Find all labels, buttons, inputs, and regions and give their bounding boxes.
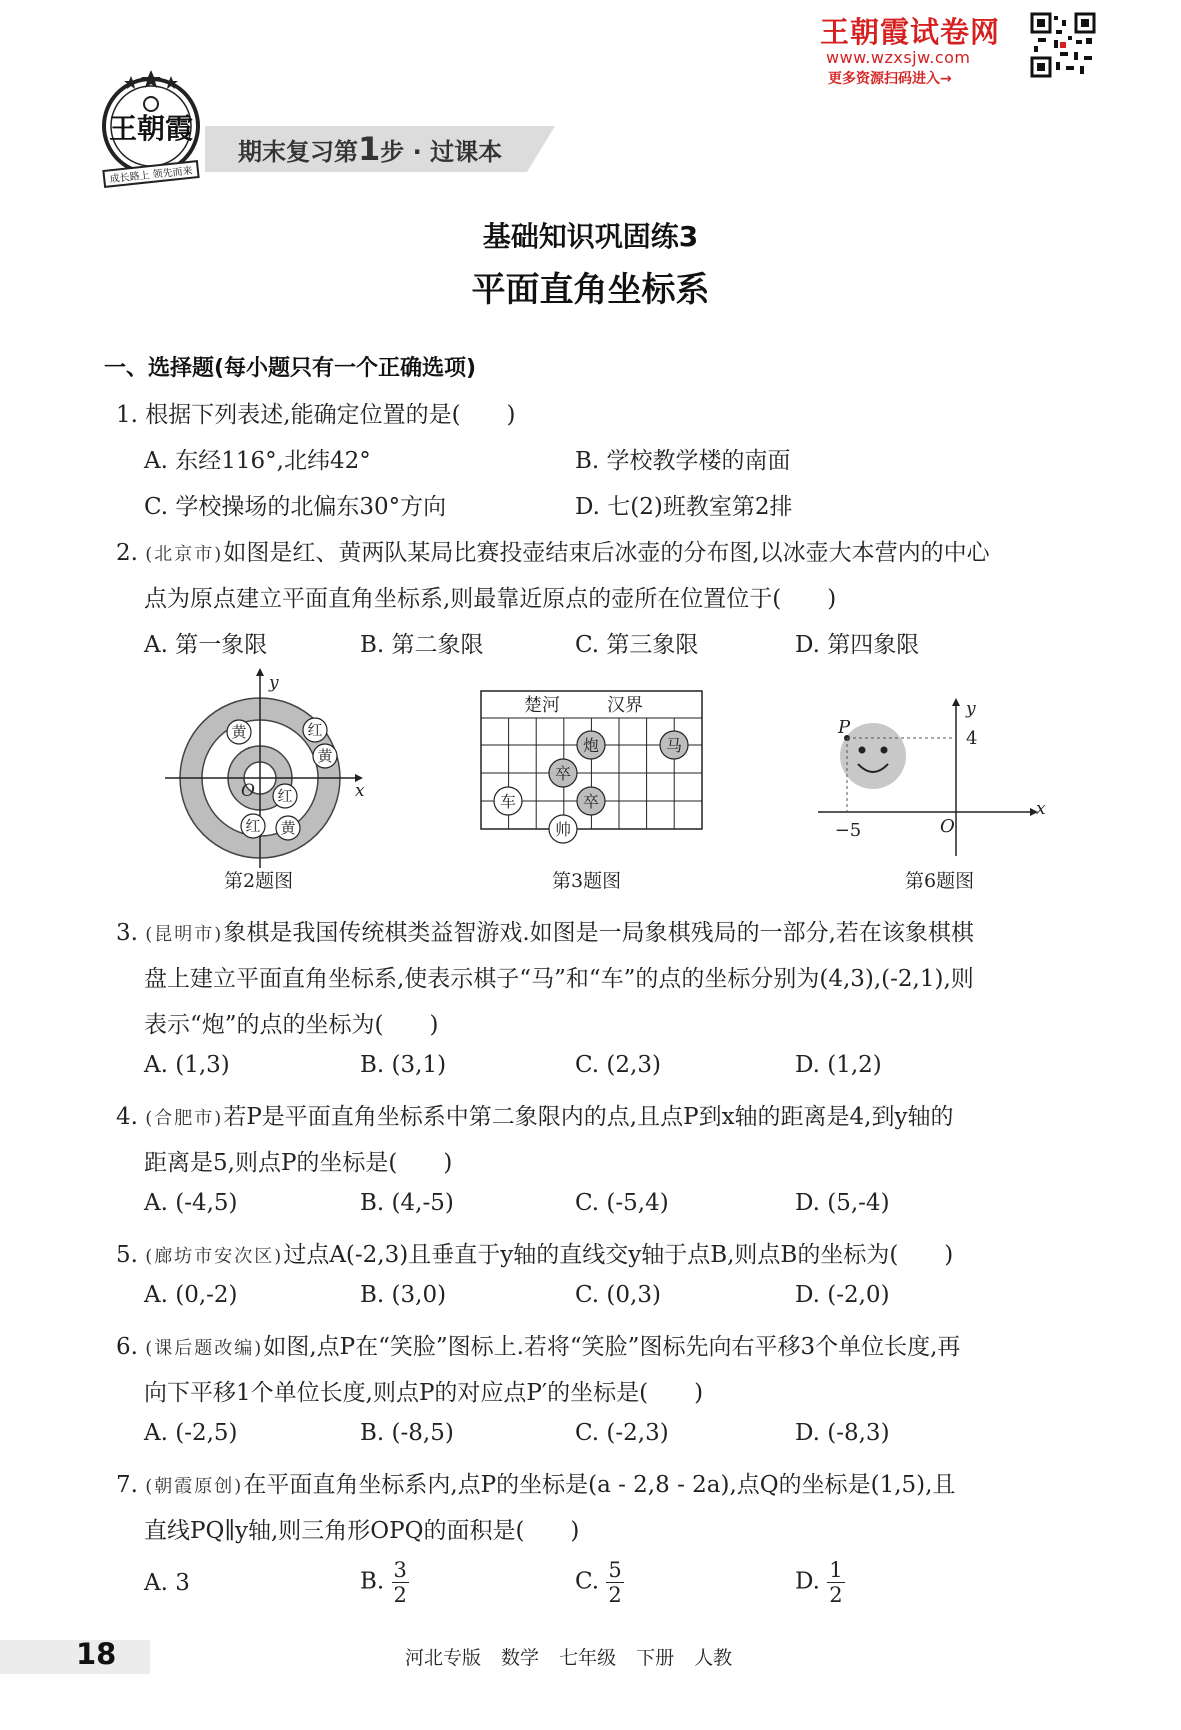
question-7: 7. (朝霞原创)在平面直角坐标系内,点P的坐标是(a - 2,8 - 2a),点Q的坐标是(1,5),且 [116, 1472, 956, 1498]
footer-bar [0, 1640, 150, 1674]
q3-option-c[interactable]: C. (2,3) [575, 1052, 661, 1078]
brand-url[interactable]: www.wzxsjw.com [826, 48, 971, 67]
q7-option-d[interactable]: D. $\frac{1}{2}$ [795, 1558, 843, 1607]
logo-motto: 成长路上 领先而来 [109, 165, 194, 186]
banner-text: 期末复习第1步 · 过课本 [238, 130, 503, 168]
q7-option-a[interactable]: A. 3 [144, 1570, 190, 1596]
question-3: 3. (昆明市)象棋是我国传统棋类益智游戏.如图是一局象棋残局的一部分,若在该象棋棋 [116, 920, 974, 946]
svg-text:黄: 黄 [231, 723, 247, 741]
svg-text:x: x [1036, 799, 1046, 819]
question-3-line-2: 盘上建立平面直角坐标系,使表示棋子“马”和“车”的点的坐标分别为(4,3),(-2,1),则 [144, 966, 974, 992]
qr-code-icon[interactable] [1030, 12, 1096, 78]
svg-text:车: 车 [499, 792, 517, 811]
figure-2-curling [165, 668, 375, 868]
page-title: 平面直角坐标系 [471, 270, 710, 310]
svg-text:y: y [269, 673, 279, 693]
svg-text:炮: 炮 [582, 736, 600, 755]
q4-option-d[interactable]: D. (5,-4) [795, 1190, 890, 1216]
question-4-line-2: 距离是5,则点P的坐标是( ) [144, 1150, 453, 1176]
svg-text:O: O [241, 781, 255, 801]
page-number: 18 [76, 1637, 117, 1671]
svg-text:红: 红 [245, 817, 261, 835]
svg-text:黄: 黄 [280, 819, 296, 837]
wangzhaoxia-logo [98, 68, 204, 190]
q6-option-b[interactable]: B. (-8,5) [360, 1420, 454, 1446]
svg-text:卒: 卒 [554, 764, 572, 783]
question-7-line-2: 直线PQ∥y轴,则三角形OPQ的面积是( ) [144, 1518, 580, 1544]
question-5: 5. (廊坊市安次区)过点A(-2,3)且垂直于y轴的直线交y轴于点B,则点B的坐标为( ) [116, 1242, 954, 1268]
svg-text:卒: 卒 [582, 792, 600, 811]
figure-6-smiley [818, 696, 1048, 866]
q3-option-b[interactable]: B. (3,1) [360, 1052, 447, 1078]
q1-option-d[interactable]: D. 七(2)班教室第2排 [575, 494, 793, 520]
svg-text:帅: 帅 [554, 820, 572, 839]
logo-text: 王朝霞 [108, 112, 194, 145]
svg-text:汉界: 汉界 [607, 695, 643, 716]
svg-text:x: x [355, 781, 365, 801]
svg-text:P: P [838, 717, 851, 738]
q5-option-c[interactable]: C. (0,3) [575, 1282, 661, 1308]
q5-option-b[interactable]: B. (3,0) [360, 1282, 447, 1308]
q2-option-d[interactable]: D. 第四象限 [795, 632, 920, 658]
figure-2-caption: 第2题图 [224, 870, 294, 892]
q6-option-a[interactable]: A. (-2,5) [144, 1420, 238, 1446]
q2-option-c[interactable]: C. 第三象限 [575, 632, 699, 658]
q4-option-c[interactable]: C. (-5,4) [575, 1190, 669, 1216]
q1-option-c[interactable]: C. 学校操场的北偏东30°方向 [144, 494, 447, 520]
svg-text:红: 红 [277, 787, 293, 805]
figure-3-caption: 第3题图 [552, 870, 622, 892]
svg-text:−5: −5 [834, 820, 862, 841]
q7-option-c[interactable]: C. $\frac{5}{2}$ [575, 1558, 622, 1607]
q2-option-b[interactable]: B. 第二象限 [360, 632, 484, 658]
q1-option-b[interactable]: B. 学校教学楼的南面 [575, 448, 791, 474]
q2-option-a[interactable]: A. 第一象限 [144, 632, 268, 658]
question-1: 1. 根据下列表述,能确定位置的是( ) [116, 402, 516, 428]
question-4: 4. (合肥市)若P是平面直角坐标系中第二象限内的点,且点P到x轴的距离是4,到y轴的 [116, 1104, 954, 1130]
svg-text:y: y [966, 699, 976, 719]
section-heading: 一、选择题(每小题只有一个正确选项) [104, 356, 477, 381]
brand-title: 王朝霞试卷网 [820, 15, 1001, 49]
q4-option-a[interactable]: A. (-4,5) [144, 1190, 238, 1216]
svg-text:4: 4 [966, 728, 978, 749]
svg-text:马: 马 [665, 736, 683, 755]
q4-option-b[interactable]: B. (4,-5) [360, 1190, 454, 1216]
question-2-line-2: 点为原点建立平面直角坐标系,则最靠近原点的壶所在位置位于( ) [144, 586, 837, 612]
svg-text:黄: 黄 [317, 747, 333, 765]
page-subtitle: 基础知识巩固练3 [482, 220, 699, 253]
figure-3-chessboard [480, 690, 710, 850]
question-6-line-2: 向下平移1个单位长度,则点P的对应点P′的坐标是( ) [144, 1380, 704, 1406]
q6-option-c[interactable]: C. (-2,3) [575, 1420, 669, 1446]
q1-option-a[interactable]: A. 东经116°,北纬42° [144, 448, 371, 474]
q5-option-a[interactable]: A. (0,-2) [144, 1282, 238, 1308]
svg-text:楚河: 楚河 [524, 695, 560, 716]
brand-scan-hint: 更多资源扫码进入→ [828, 71, 952, 87]
q3-option-d[interactable]: D. (1,2) [795, 1052, 882, 1078]
q6-option-d[interactable]: D. (-8,3) [795, 1420, 890, 1446]
q5-option-d[interactable]: D. (-2,0) [795, 1282, 890, 1308]
svg-text:O: O [940, 816, 955, 837]
svg-text:红: 红 [307, 721, 323, 739]
q3-option-a[interactable]: A. (1,3) [144, 1052, 230, 1078]
question-6: 6. (课后题改编)如图,点P在“笑脸”图标上.若将“笑脸”图标先向右平移3个单位长度,再 [116, 1334, 961, 1360]
footer-text: 河北专版 数学 七年级 下册 人教 [405, 1647, 733, 1669]
question-3-line-3: 表示“炮”的点的坐标为( ) [144, 1012, 439, 1038]
q7-option-b[interactable]: B. $\frac{3}{2}$ [360, 1558, 407, 1607]
figure-6-caption: 第6题图 [905, 870, 975, 892]
question-2: 2. (北京市)如图是红、黄两队某局比赛投壶结束后冰壶的分布图,以冰壶大本营内的中心 [116, 540, 990, 566]
